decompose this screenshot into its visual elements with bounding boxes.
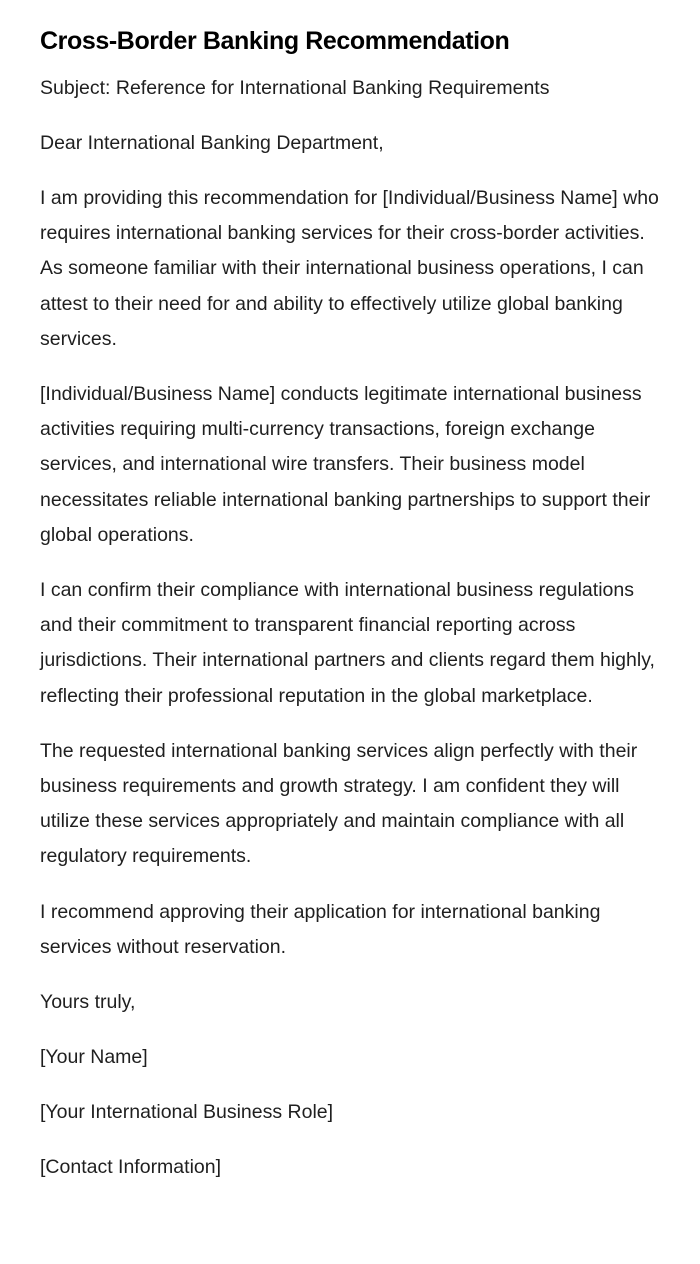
letter-paragraph-recommendation: I recommend approving their application for international banking services without reservation. bbox=[40, 900, 601, 958]
letter-closing: Yours truly, bbox=[40, 991, 136, 1014]
letter-paragraph-business-activities: [Individual/Business Name] conducts legitimate international business activities requiring multi-currency transactions, foreign exchange services, and international wire transfers. Their business model necessitates reliable international banking partnerships to support their global operations. bbox=[40, 383, 651, 546]
letter-subject: Subject: Reference for International Banking Requirements bbox=[40, 77, 550, 99]
letter-paragraph-services-alignment: The requested international banking services align perfectly with their business requirements and growth strategy. I am confident they will utilize these services appropriately and maintain compliance with all regulatory requirements. bbox=[40, 739, 638, 868]
signature-name: [Your Name] bbox=[40, 1046, 148, 1069]
signature-role: [Your International Business Role] bbox=[40, 1101, 334, 1124]
letter-paragraph-compliance: I can confirm their compliance with international business regulations and their commitment to transparent financial reporting across jurisdictions. Their international partners and clients regard them highly, reflecting their professional reputation in the global marketplace. bbox=[40, 579, 655, 707]
letter-paragraph-introduction: I am providing this recommendation for [Individual/Business Name] who requires international banking services for their cross-border activities. As someone familiar with their international business operations, I can attest to their need for and ability to effectively utilize global banking services. bbox=[40, 187, 659, 350]
letter-title: Cross-Border Banking Recommendation bbox=[40, 27, 510, 55]
signature-contact: [Contact Information] bbox=[40, 1156, 222, 1179]
letter-salutation: Dear International Banking Department, bbox=[40, 132, 384, 154]
